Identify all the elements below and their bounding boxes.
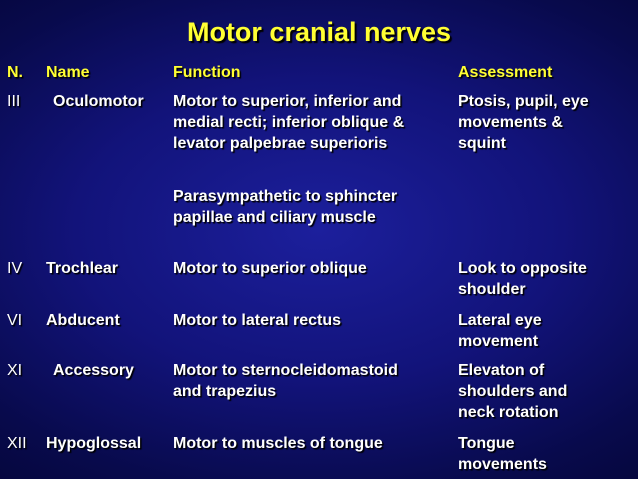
row-oculomotor-name: Oculomotor xyxy=(53,93,144,110)
row-abducent-assessment: Lateral eye movement xyxy=(458,312,542,350)
row-oculomotor-number: III xyxy=(7,93,21,110)
row-hypoglossal-name: Hypoglossal xyxy=(46,435,142,452)
row-accessory-number: XI xyxy=(7,362,23,379)
row-accessory-function: Motor to sternocleidomastoid and trapezius xyxy=(173,362,398,400)
row-trochlear-number: IV xyxy=(7,260,23,277)
row-accessory-name: Accessory xyxy=(53,362,134,379)
row-oculomotor-function-parasympathetic: Parasympathetic to sphincter papillae and ciliary muscle xyxy=(173,188,398,226)
header-name: Name xyxy=(46,64,90,81)
row-abducent-function: Motor to lateral rectus xyxy=(173,312,342,329)
row-trochlear-name: Trochlear xyxy=(46,260,119,277)
row-hypoglossal-assessment: Tongue movements xyxy=(458,435,547,473)
row-oculomotor-assessment: Ptosis, pupil, eye movements & squint xyxy=(458,93,589,152)
row-accessory-assessment: Elevaton of shoulders and neck rotation xyxy=(458,362,568,421)
row-hypoglossal-number: XII xyxy=(7,435,27,452)
header-number: N. xyxy=(7,64,23,81)
page-title: Motor cranial nerves xyxy=(186,17,452,47)
row-trochlear-function: Motor to superior oblique xyxy=(173,260,367,277)
row-hypoglossal-function: Motor to muscles of tongue xyxy=(173,435,383,452)
row-abducent-name: Abducent xyxy=(46,312,120,329)
row-oculomotor-function: Motor to superior, inferior and medial recti; inferior oblique & levator palpebrae superioris xyxy=(173,93,405,152)
row-trochlear-assessment: Look to opposite shoulder xyxy=(458,260,587,298)
row-abducent-number: VI xyxy=(7,312,23,329)
header-assessment: Assessment xyxy=(458,64,553,81)
header-function: Function xyxy=(173,64,241,81)
